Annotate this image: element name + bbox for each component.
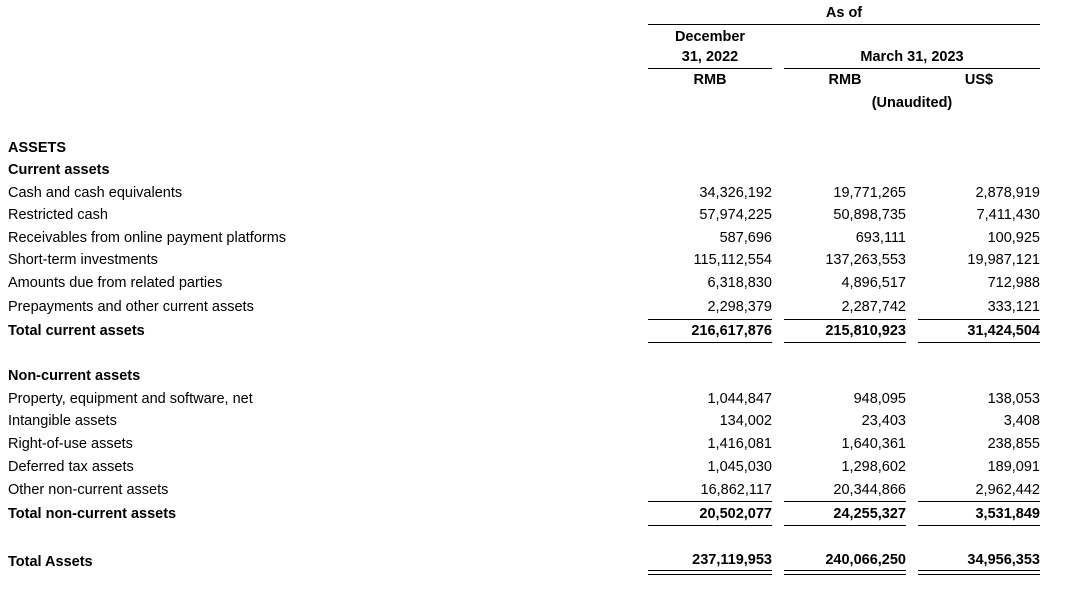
row-value-mar-2023-rmb: 50,898,735	[833, 207, 906, 223]
row-value-mar-2023-rmb: 693,111	[855, 230, 906, 246]
row-value-dec-2022: 16,862,117	[700, 482, 772, 498]
row-value-mar-2023-usd: 2,878,919	[975, 185, 1040, 201]
row-value-mar-2023-usd: 2,962,442	[975, 482, 1040, 498]
total-assets-mar-2023-usd: 34,956,353	[967, 552, 1040, 568]
col3-currency: US$	[964, 72, 994, 88]
row-value-mar-2023-usd: 189,091	[987, 459, 1040, 475]
col1-header-rule	[648, 68, 772, 69]
row-value-dec-2022: 134,002	[719, 413, 772, 429]
as-of-rule	[648, 24, 1040, 25]
double-underline	[648, 570, 772, 575]
total-rule	[918, 342, 1040, 343]
row-value-dec-2022: 1,416,081	[707, 436, 772, 452]
row-value-mar-2023-usd: 100,925	[987, 230, 1040, 246]
subtotal-rule	[918, 501, 1040, 502]
col1-header-line1: December	[674, 29, 746, 45]
row-value-dec-2022: 2,298,379	[707, 299, 772, 315]
row-value-dec-2022: 34,326,192	[699, 185, 772, 201]
row-value-mar-2023-usd: 19,987,121	[967, 252, 1040, 268]
row-value-dec-2022: 1,045,030	[707, 459, 772, 475]
row-value-mar-2023-rmb: 1,298,602	[841, 459, 906, 475]
total-current-mar-2023-usd: 31,424,504	[967, 323, 1040, 339]
row-value-mar-2023-usd: 238,855	[987, 436, 1040, 452]
total-current-mar-2023-rmb: 215,810,923	[825, 323, 906, 339]
row-label: Amounts due from related parties	[8, 275, 223, 291]
total-current-assets-label: Total current assets	[8, 323, 145, 339]
row-value-dec-2022: 6,318,830	[707, 275, 772, 291]
unaudited-note: (Unaudited)	[871, 95, 953, 111]
total-rule	[648, 342, 772, 343]
as-of-heading: As of	[825, 5, 863, 21]
row-label: Cash and cash equivalents	[8, 185, 183, 201]
row-value-mar-2023-usd: 712,988	[987, 275, 1040, 291]
row-label: Other non-current assets	[8, 482, 169, 498]
total-rule	[784, 525, 906, 526]
row-value-mar-2023-rmb: 20,344,866	[833, 482, 906, 498]
row-value-mar-2023-usd: 3,408	[1003, 413, 1040, 429]
row-label: Restricted cash	[8, 207, 108, 223]
row-label: Short-term investments	[8, 252, 158, 268]
total-non-current-assets-label: Total non-current assets	[8, 506, 177, 522]
subtotal-rule	[784, 501, 906, 502]
total-current-dec-2022: 216,617,876	[691, 323, 772, 339]
row-value-mar-2023-rmb: 948,095	[853, 391, 906, 407]
row-value-mar-2023-rmb: 1,640,361	[841, 436, 906, 452]
total-assets-dec-2022: 237,119,953	[692, 552, 772, 568]
row-value-mar-2023-usd: 333,121	[987, 299, 1040, 315]
row-value-mar-2023-rmb: 2,287,742	[841, 299, 906, 315]
row-value-mar-2023-rmb: 23,403	[861, 413, 906, 429]
row-value-mar-2023-rmb: 137,263,553	[825, 252, 906, 268]
total-rule	[784, 342, 906, 343]
col1-header-line2: 31, 2022	[681, 49, 739, 65]
subtotal-rule	[918, 319, 1040, 320]
row-label: Deferred tax assets	[8, 459, 134, 475]
assets-heading: ASSETS	[8, 140, 67, 156]
row-label: Receivables from online payment platforms	[8, 230, 287, 246]
subtotal-rule	[648, 319, 772, 320]
col2-currency: RMB	[828, 72, 862, 88]
double-underline	[918, 570, 1040, 575]
total-rule	[918, 525, 1040, 526]
current-assets-heading: Current assets	[8, 162, 110, 178]
row-label: Intangible assets	[8, 413, 117, 429]
total-noncurrent-dec-2022: 20,502,077	[699, 506, 772, 522]
col23-date: March 31, 2023	[860, 49, 964, 65]
col23-header-rule	[784, 68, 1040, 69]
row-value-mar-2023-rmb: 19,771,265	[833, 185, 906, 201]
non-current-assets-heading: Non-current assets	[8, 368, 141, 384]
row-value-dec-2022: 115,112,554	[693, 252, 772, 268]
total-assets-mar-2023-rmb: 240,066,250	[825, 552, 906, 568]
row-value-mar-2023-rmb: 4,896,517	[841, 275, 906, 291]
row-label: Right-of-use assets	[8, 436, 133, 452]
row-value-dec-2022: 57,974,225	[699, 207, 772, 223]
double-underline	[784, 570, 906, 575]
subtotal-rule	[784, 319, 906, 320]
row-value-dec-2022: 587,696	[719, 230, 772, 246]
subtotal-rule	[648, 501, 772, 502]
row-value-mar-2023-usd: 138,053	[987, 391, 1040, 407]
total-noncurrent-mar-2023-rmb: 24,255,327	[833, 506, 906, 522]
row-label: Prepayments and other current assets	[8, 299, 254, 315]
row-value-mar-2023-usd: 7,411,430	[976, 207, 1040, 223]
row-label: Property, equipment and software, net	[8, 391, 253, 407]
total-noncurrent-mar-2023-usd: 3,531,849	[975, 506, 1040, 522]
total-rule	[648, 525, 772, 526]
col1-currency: RMB	[693, 72, 727, 88]
total-assets-label: Total Assets	[8, 554, 93, 570]
row-value-dec-2022: 1,044,847	[707, 391, 772, 407]
